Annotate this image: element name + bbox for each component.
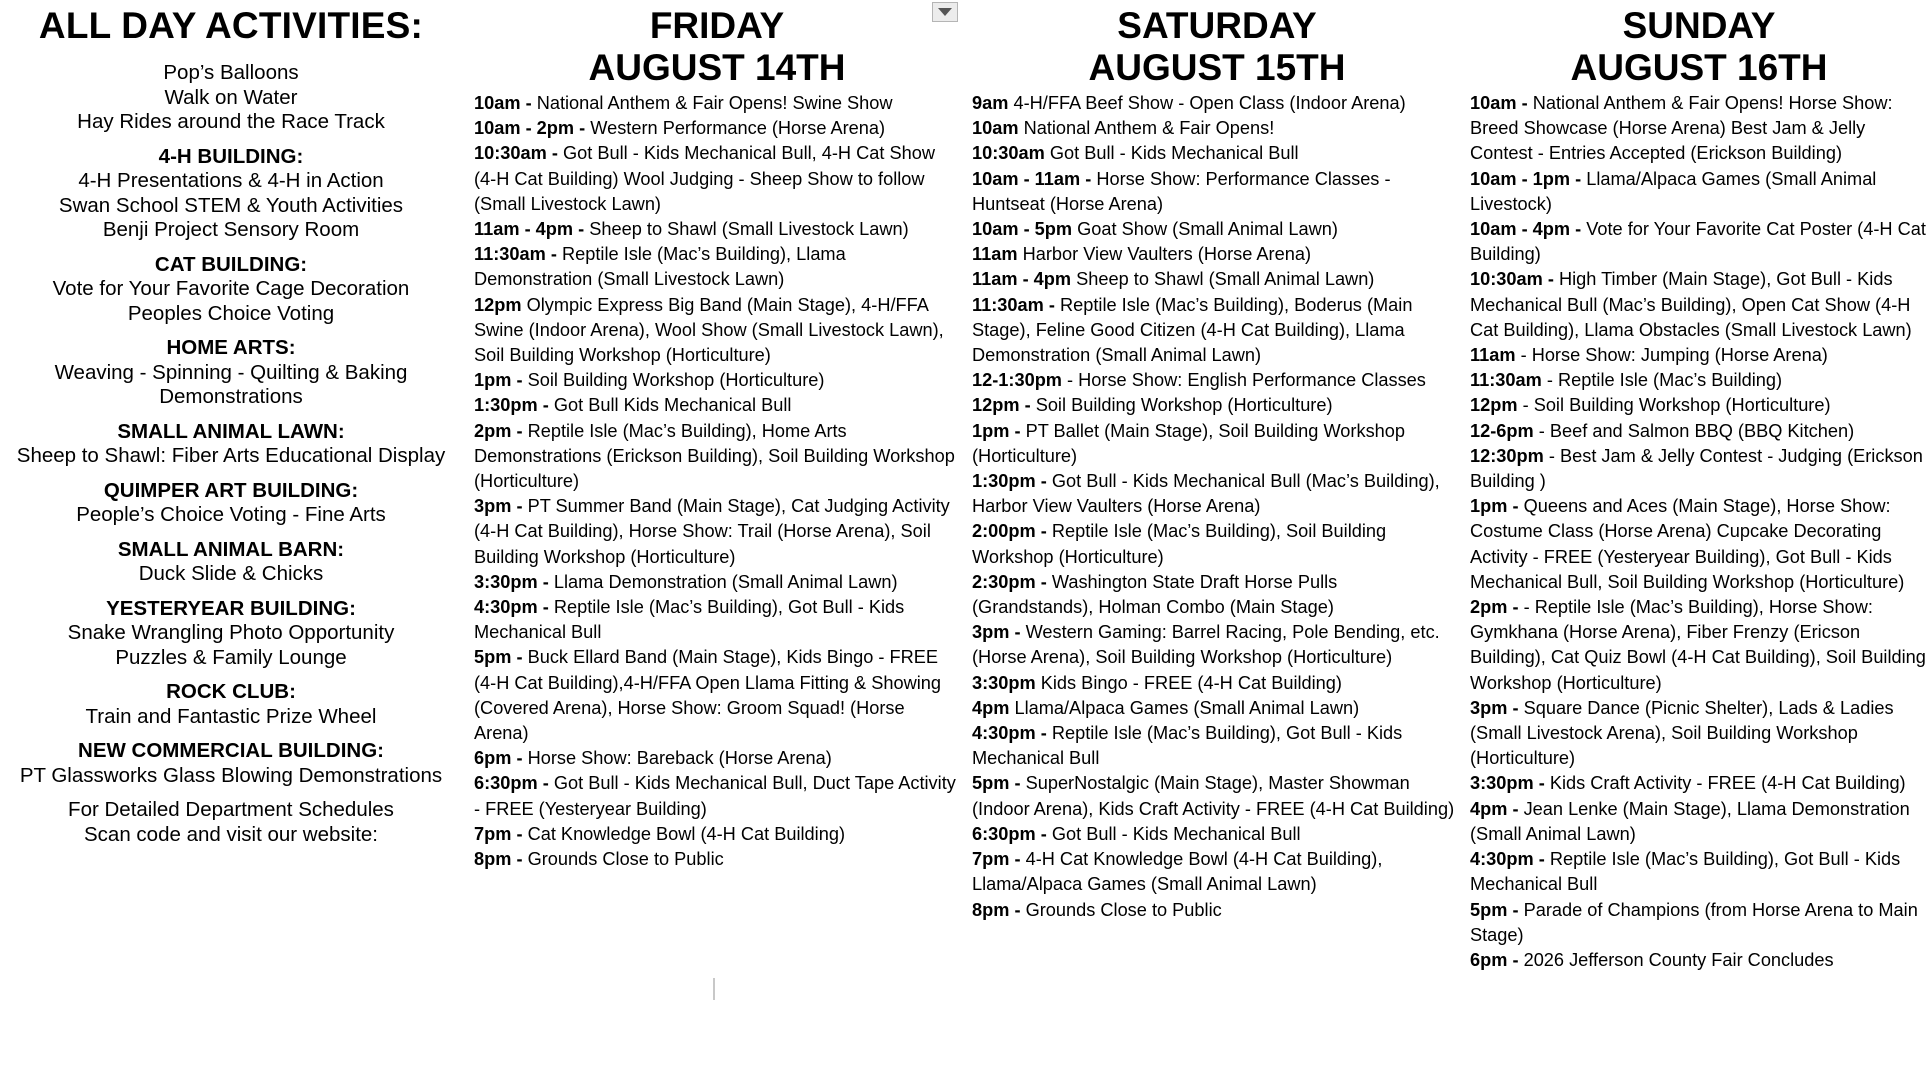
entry-time: 5pm -	[972, 773, 1021, 794]
saturday-schedule	[972, 91, 1462, 923]
schedule-entry	[474, 771, 960, 821]
all-day-column	[0, 0, 462, 847]
entry-text: PT Summer Band (Main Stage), Cat Judging Activity (4-H Cat Building), Horse Show: Trail (Horse Arena), Soil Building Workshop (Horticulture)	[474, 496, 950, 567]
day-name: SUNDAY	[1622, 5, 1776, 46]
entry-time: 11am - 4pm -	[474, 219, 585, 240]
entry-text: Reptile Isle (Mac’s Building), Got Bull - Kids Mechanical Bull	[972, 723, 1403, 769]
entry-text: Got Bull - Kids Mechanical Bull (Mac’s Building), Harbor View Vaulters (Horse Arena)	[972, 471, 1440, 517]
entry-time: 7pm -	[474, 823, 523, 844]
entry-text: Reptile Isle (Mac’s Building), Got Bull - Kids Mechanical Bull	[1470, 849, 1901, 895]
entry-text: Got Bull - Kids Mechanical Bull, 4-H Cat Show (4-H Cat Building) Wool Judging - Sheep Show to follow (Small Livestock Lawn)	[474, 143, 935, 214]
entry-time: 3pm -	[474, 496, 523, 517]
entry-time: 10am - 11am -	[972, 168, 1092, 189]
entry-time: 12pm	[1470, 395, 1518, 416]
friday-heading	[474, 5, 960, 89]
entry-text: Horse Show: Bareback (Horse Arena)	[527, 748, 832, 769]
entry-time: 1:30pm -	[474, 395, 549, 416]
schedule-entry	[972, 519, 1462, 569]
schedule-entry	[1470, 444, 1928, 494]
entry-text: Horse Show: Performance Classes - Huntseat (Horse Arena)	[972, 168, 1391, 214]
entry-text: Reptile Isle (Mac’s Building), Home Arts Demonstrations (Erickson Building), Soil Building Workshop (Horticulture)	[474, 420, 955, 492]
entry-text: Jean Lenke (Main Stage), Llama Demonstration (Small Animal Lawn)	[1470, 798, 1910, 844]
all-day-group	[0, 680, 462, 729]
entry-time: 12pm -	[972, 395, 1031, 416]
list-item: 4-H Presentations & 4-H in Action	[78, 169, 384, 192]
list-item: PT Glassworks Glass Blowing Demonstrations	[19, 763, 443, 787]
chevron-down-icon[interactable]	[932, 2, 958, 22]
schedule-entry	[1470, 167, 1928, 217]
schedule-entry	[972, 822, 1462, 847]
schedule-entry	[474, 570, 960, 595]
entry-time: 6pm -	[1470, 949, 1519, 970]
entry-text: Western Gaming: Barrel Racing, Pole Bending, etc. (Horse Arena), Soil Building Workshop (Horticulture)	[972, 622, 1440, 668]
entry-text: National Anthem & Fair Opens! Horse Show: Breed Showcase (Horse Arena) Best Jam & Jelly Contest - Entries Accepted (Erickson Building)	[1470, 93, 1893, 164]
schedule-entry	[972, 620, 1462, 670]
list-item: Puzzles & Family Lounge	[115, 645, 347, 669]
group-heading: SMALL ANIMAL BARN:	[117, 537, 345, 561]
entry-time: 3:30pm -	[1470, 773, 1545, 794]
sunday-schedule	[1470, 91, 1928, 973]
entry-time: 8pm -	[474, 849, 523, 870]
entry-text: Queens and Aces (Main Stage), Horse Show: Costume Class (Horse Arena) Cupcake Decorating Activity - FREE (Yesteryear Building), Got Bull - Kids Mechanical Bull, Soil Building Workshop (Horticulture)	[1470, 496, 1905, 592]
day-name: FRIDAY	[649, 5, 785, 46]
entry-time: 12-6pm	[1470, 420, 1534, 441]
schedule-entry	[474, 419, 960, 495]
schedule-entry	[1470, 91, 1928, 167]
entry-time: 11am - 4pm	[972, 269, 1072, 290]
friday-column	[474, 0, 960, 872]
schedule-entry	[972, 91, 1462, 116]
entry-text: High Timber (Main Stage), Got Bull - Kids Mechanical Bull (Mac’s Building), Open Cat Show (4-H Cat Building), Llama Obstacles (Small Livestock Lawn)	[1470, 269, 1912, 340]
entry-text: Kids Craft Activity - FREE (4-H Cat Building)	[1549, 773, 1906, 794]
schedule-entry	[972, 293, 1462, 369]
entry-text: Olympic Express Big Band (Main Stage), 4-H/FFA Swine (Indoor Arena), Wool Show (Small Livestock Lawn), Soil Building Workshop (Horticulture)	[474, 294, 944, 366]
schedule-entry	[972, 771, 1462, 821]
all-day-group	[0, 479, 462, 528]
list-item: Weaving - Spinning - Quilting & Baking	[54, 360, 408, 384]
all-day-group	[0, 336, 462, 410]
group-heading: HOME ARTS:	[166, 336, 296, 359]
entry-text: Got Bull - Kids Mechanical Bull	[1051, 823, 1301, 844]
schedule-entry	[474, 217, 960, 242]
entry-time: 3:30pm	[972, 672, 1036, 693]
entry-time: 10am - 4pm -	[1470, 219, 1582, 240]
schedule-entry	[1470, 696, 1928, 772]
schedule-entry	[474, 822, 960, 847]
entry-time: 10am - 2pm -	[474, 118, 586, 139]
day-name: SATURDAY	[1117, 5, 1317, 46]
entry-time: 11:30am -	[474, 244, 557, 265]
schedule-entry	[474, 368, 960, 393]
schedule-entry	[972, 847, 1462, 897]
schedule-entry	[1470, 898, 1928, 948]
friday-schedule	[474, 91, 960, 872]
schedule-entry	[972, 368, 1462, 393]
entry-time: 3pm -	[1470, 697, 1519, 718]
day-date: AUGUST 14TH	[588, 47, 846, 88]
entry-time: 4:30pm -	[1470, 849, 1545, 870]
entry-time: 1:30pm -	[972, 471, 1047, 492]
entry-time: 2:30pm -	[972, 571, 1047, 592]
group-heading: SMALL ANIMAL LAWN:	[117, 419, 345, 443]
entry-text: Reptile Isle (Mac’s Building), Boderus (Main Stage), Feline Good Citizen (4-H Cat Building), Llama Demonstration (Small Animal Lawn)	[972, 294, 1413, 366]
schedule-entry	[972, 217, 1462, 242]
entry-text: Goat Show (Small Animal Lawn)	[1077, 219, 1338, 240]
list-item: Vote for Your Favorite Cage Decoration	[52, 277, 410, 300]
schedule-entry	[1470, 217, 1928, 267]
list-item: Pop’s Balloons	[163, 61, 299, 84]
schedule-entry	[474, 494, 960, 570]
list-item: Peoples Choice Voting	[127, 301, 335, 325]
entry-time: 8pm -	[972, 899, 1021, 920]
schedule-entry	[972, 570, 1462, 620]
entry-time: 10am -	[1470, 93, 1528, 113]
schedule-entry	[474, 595, 960, 645]
entry-time: 4:30pm -	[474, 597, 549, 618]
entry-text: Got Bull - Kids Mechanical Bull, Duct Tape Activity - FREE (Yesteryear Building)	[474, 773, 956, 819]
list-item: Train and Fantastic Prize Wheel	[85, 704, 377, 728]
all-day-group	[0, 538, 462, 587]
entry-text: Llama/Alpaca Games (Small Animal Livestock)	[1470, 168, 1877, 214]
entry-text: Kids Bingo - FREE (4-H Cat Building)	[1040, 672, 1342, 693]
sunday-column	[1470, 0, 1928, 973]
group-heading: YESTERYEAR BUILDING:	[106, 596, 356, 620]
entry-text: Vote for Your Favorite Cat Poster (4-H Cat Building)	[1470, 219, 1926, 265]
entry-text: Reptile Isle (Mac’s Building), Llama Demonstration (Small Livestock Lawn)	[474, 244, 846, 290]
entry-text: - Soil Building Workshop (Horticulture)	[1522, 395, 1831, 416]
entry-text: - Reptile Isle (Mac’s Building)	[1546, 370, 1783, 391]
schedule-entry	[1470, 393, 1928, 418]
schedule-entry	[1470, 847, 1928, 897]
entry-time: 1pm -	[474, 370, 523, 391]
day-date: AUGUST 16TH	[1570, 47, 1828, 88]
all-day-group	[0, 739, 462, 788]
list-item: Sheep to Shawl: Fiber Arts Educational Display	[16, 444, 446, 467]
schedule-entry	[1470, 595, 1928, 696]
entry-time: 2pm -	[474, 420, 523, 441]
all-day-title: ALL DAY ACTIVITIES:	[38, 5, 424, 46]
schedule-entry	[474, 746, 960, 771]
entry-text: Soil Building Workshop (Horticulture)	[1035, 395, 1333, 416]
text-cursor	[713, 978, 715, 1000]
schedule-entry	[972, 419, 1462, 469]
group-heading: ROCK CLUB:	[166, 680, 296, 703]
all-day-group	[0, 597, 462, 671]
schedule-entry	[972, 267, 1462, 292]
entry-text: - Reptile Isle (Mac’s Building), Horse Show: Gymkhana (Horse Arena), Fiber Frenzy (Ericson Building), Cat Quiz Bowl (4-H Cat Building), Soil Building Workshop (Horticulture)	[1470, 597, 1926, 693]
entry-time: 10am	[972, 118, 1019, 139]
entry-time: 4pm	[972, 697, 1010, 718]
entry-text: Parade of Champions (from Horse Arena to Main Stage)	[1470, 899, 1918, 945]
group-heading: CAT BUILDING:	[154, 252, 308, 276]
entry-time: 2:00pm -	[972, 521, 1047, 542]
entry-time: 11:30am	[1470, 370, 1542, 391]
entry-text: Sheep to Shawl (Small Livestock Lawn)	[589, 219, 909, 240]
entry-text: Got Bull Kids Mechanical Bull	[553, 395, 792, 416]
entry-text: SuperNostalgic (Main Stage), Master Showman (Indoor Arena), Kids Craft Activity - FREE (4-H Cat Building)	[972, 773, 1455, 819]
entry-text: Sheep to Shawl (Small Animal Lawn)	[1076, 269, 1375, 290]
entry-time: 12-1:30pm	[972, 370, 1062, 391]
list-item: Swan School STEM & Youth Activities	[58, 193, 404, 217]
all-day-intro	[0, 61, 462, 135]
list-item: Snake Wrangling Photo Opportunity	[67, 621, 395, 644]
list-item: People’s Choice Voting - Fine Arts	[76, 503, 386, 526]
schedule-entry	[474, 91, 960, 116]
schedule-entry	[972, 469, 1462, 519]
entry-text: National Anthem & Fair Opens!	[1023, 118, 1275, 139]
day-date: AUGUST 15TH	[1088, 47, 1346, 88]
schedule-entry	[1470, 771, 1928, 796]
entry-time: 9am	[972, 93, 1009, 113]
group-heading: QUIMPER ART BUILDING:	[103, 478, 359, 502]
entry-text: Western Performance (Horse Arena)	[590, 118, 886, 139]
entry-time: 10:30am	[972, 143, 1045, 164]
entry-text: - Best Jam & Jelly Contest - Judging (Erickson Building )	[1470, 445, 1923, 492]
schedule-entry	[474, 393, 960, 418]
schedule-entry	[972, 242, 1462, 267]
entry-time: 12:30pm	[1470, 445, 1544, 466]
saturday-column	[972, 0, 1462, 923]
schedule-entry	[972, 721, 1462, 771]
entry-text: Soil Building Workshop (Horticulture)	[527, 370, 825, 391]
schedule-entry	[474, 645, 960, 746]
schedule-entry	[474, 293, 960, 369]
entry-time: 11am	[972, 244, 1018, 265]
schedule-entry	[972, 898, 1462, 923]
entry-time: 12pm	[474, 294, 522, 315]
schedule-entry	[474, 116, 960, 141]
footer-line: For Detailed Department Schedules	[68, 798, 394, 821]
entry-text: Got Bull - Kids Mechanical Bull	[1049, 143, 1299, 164]
entry-time: 6:30pm -	[972, 823, 1047, 844]
all-day-group	[0, 420, 462, 469]
entry-text: Buck Ellard Band (Main Stage), Kids Bingo - FREE (4-H Cat Building),4-H/FFA Open Llama Fitting & Showing (Covered Arena), Horse Show: Groom Squad! (Horse Arena)	[474, 647, 942, 744]
sunday-heading	[1470, 5, 1928, 89]
list-item: Walk on Water	[164, 85, 298, 109]
schedule-entry	[972, 671, 1462, 696]
entry-text: Reptile Isle (Mac’s Building), Soil Building Workshop (Horticulture)	[972, 521, 1387, 567]
entry-text: Grounds Close to Public	[527, 849, 724, 870]
entry-time: 10:30am -	[474, 143, 558, 164]
list-item: Hay Rides around the Race Track	[77, 110, 385, 133]
schedule-entry	[474, 141, 960, 217]
schedule-entry	[972, 116, 1462, 141]
entry-time: 3pm -	[972, 622, 1021, 643]
schedule-entry	[1470, 494, 1928, 595]
schedule-entry	[1470, 368, 1928, 393]
list-item: Demonstrations	[159, 385, 303, 408]
entry-time: 1pm -	[1470, 496, 1519, 517]
schedule-entry	[1470, 948, 1928, 973]
entry-text: Reptile Isle (Mac’s Building), Got Bull - Kids Mechanical Bull	[474, 597, 905, 643]
entry-text: - Horse Show: Jumping (Horse Arena)	[1520, 345, 1828, 366]
list-item: Duck Slide & Chicks	[138, 562, 324, 585]
schedule-entry	[1470, 267, 1928, 343]
entry-time: 6:30pm -	[474, 773, 549, 794]
entry-time: 4pm -	[1470, 798, 1519, 819]
schedule-entry	[1470, 797, 1928, 847]
schedule-entry	[474, 242, 960, 292]
all-day-group	[0, 253, 462, 327]
entry-time: 11:30am -	[972, 294, 1055, 315]
footer-line: Scan code and visit our website:	[84, 822, 378, 846]
entry-text: 2026 Jefferson County Fair Concludes	[1523, 949, 1834, 970]
entry-time: 4:30pm -	[972, 723, 1047, 744]
schedule-entry	[474, 847, 960, 872]
saturday-heading	[972, 5, 1462, 89]
schedule-entry	[972, 393, 1462, 418]
group-heading: NEW COMMERCIAL BUILDING:	[78, 739, 384, 762]
entry-text: Washington State Draft Horse Pulls (Grandstands), Holman Combo (Main Stage)	[972, 571, 1338, 618]
entry-text: PT Ballet (Main Stage), Soil Building Workshop (Horticulture)	[972, 420, 1406, 466]
schedule-entry	[1470, 343, 1928, 368]
entry-text: Grounds Close to Public	[1025, 899, 1222, 920]
entry-text: Harbor View Vaulters (Horse Arena)	[1022, 244, 1312, 265]
entry-text: - Beef and Salmon BBQ (BBQ Kitchen)	[1538, 420, 1855, 441]
entry-time: 5pm -	[474, 647, 523, 668]
entry-text: National Anthem & Fair Opens! Swine Show	[536, 93, 893, 113]
entry-time: 10:30am -	[1470, 269, 1554, 290]
all-day-footer	[0, 798, 462, 847]
group-heading: 4-H BUILDING:	[158, 144, 304, 168]
entry-time: 2pm -	[1470, 597, 1519, 618]
entry-time: 7pm -	[972, 849, 1021, 870]
entry-time: 10am - 5pm	[972, 219, 1073, 240]
entry-text: 4-H/FFA Beef Show - Open Class (Indoor Arena)	[1013, 93, 1406, 113]
schedule-entry	[972, 696, 1462, 721]
entry-text: - Horse Show: English Performance Classes	[1067, 370, 1426, 391]
all-day-group	[0, 145, 462, 243]
entry-time: 6pm -	[474, 748, 523, 769]
schedule-entry	[972, 167, 1462, 217]
entry-text: Square Dance (Picnic Shelter), Lads & Ladies (Small Livestock Arena), Soil Building Workshop (Horticulture)	[1470, 697, 1894, 769]
schedule-entry	[972, 141, 1462, 166]
schedule-entry	[1470, 419, 1928, 444]
entry-text: Llama Demonstration (Small Animal Lawn)	[553, 571, 898, 592]
entry-time: 10am - 1pm -	[1470, 168, 1582, 189]
entry-text: Cat Knowledge Bowl (4-H Cat Building)	[527, 823, 845, 844]
list-item: Benji Project Sensory Room	[102, 218, 360, 241]
entry-time: 10am -	[474, 93, 532, 113]
entry-time: 3:30pm -	[474, 571, 549, 592]
entry-text: Llama/Alpaca Games (Small Animal Lawn)	[1014, 697, 1360, 718]
entry-text: 4-H Cat Knowledge Bowl (4-H Cat Building), Llama/Alpaca Games (Small Animal Lawn)	[972, 849, 1383, 895]
entry-time: 11am	[1470, 345, 1516, 366]
entry-time: 1pm -	[972, 420, 1021, 441]
all-day-list	[0, 61, 462, 847]
entry-time: 5pm -	[1470, 899, 1519, 920]
